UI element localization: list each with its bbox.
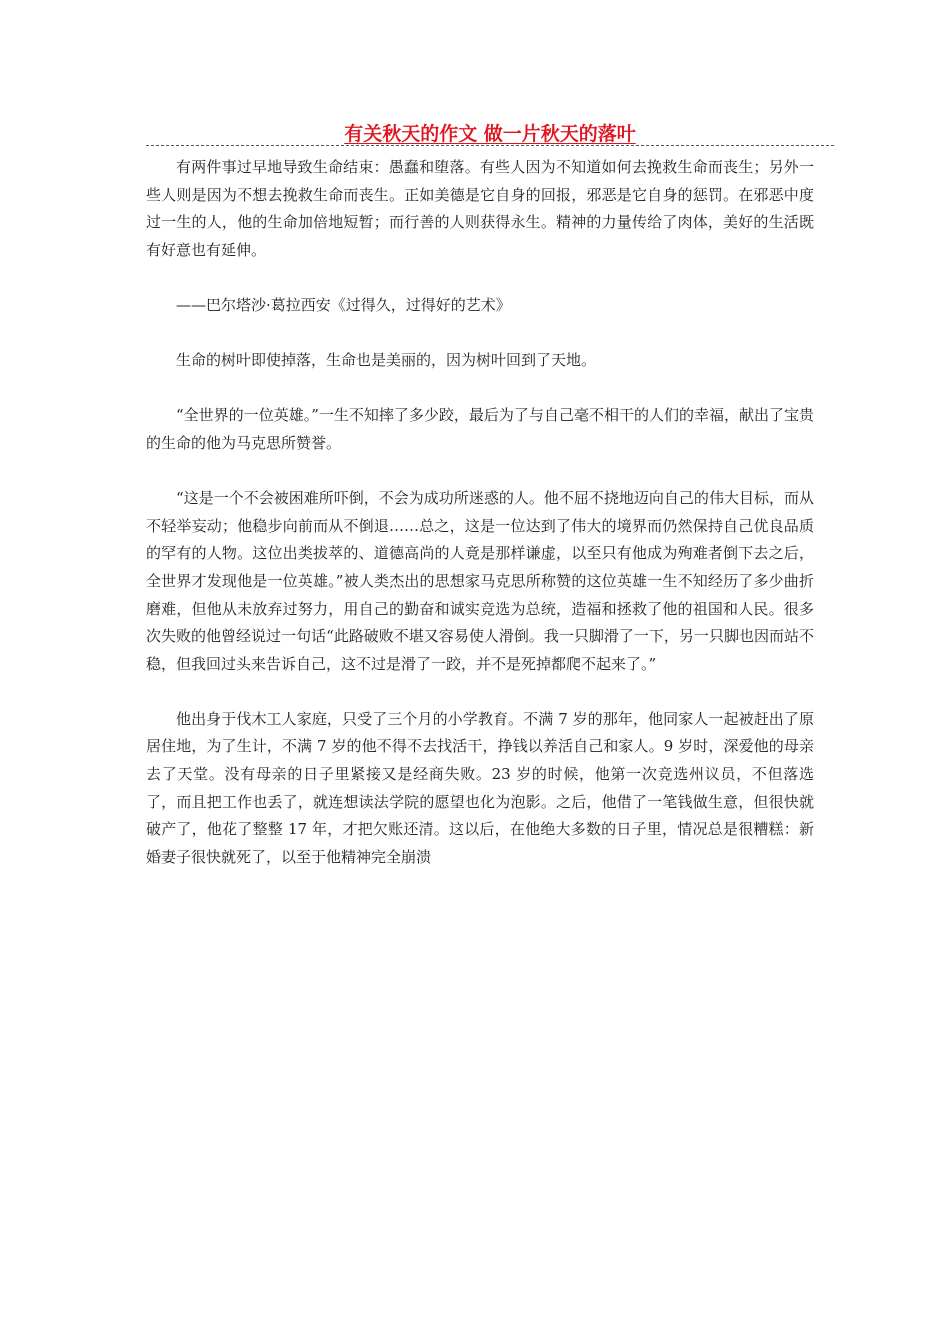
document-title-text: 有关秋天的作文 做一片秋天的落叶 [344,123,636,145]
paragraph-2: 生命的树叶即使掉落，生命也是美丽的，因为树叶回到了天地。 [176,351,597,370]
paragraph-1: 有两件事过早地导致生命结束：愚蠢和堕落。有些人因为不知道如何去挽救生命而丧生；另外一些人则是因为不想去挽救生命而丧生。正如美德是它自身的回报，邪恶是它自身的惩罚。在邪恶中度过一生的人，他的生命加倍地短暂；而行善的人则获得永生。精神的力量传给了肉体，美好的生活既有好意也有延伸。 [146,158,814,259]
title-row [146,121,834,149]
paragraph-5: 他出身于伐木工人家庭，只受了三个月的小学教育。不满 7 岁的那年，他同家人一起被赶出了原居住地，为了生计，不满 7 岁的他不得不去找活干，挣钱以养活自己和家人。9 岁时，深爱他的母亲去了天堂。没有母亲的日子里紧接又是经商失败。23 岁的时候，他第一次竞选州议员，不但落选了，而且把工作也丢了，就连想读法学院的愿望也化为泡影。之后，他借了一笔钱做生意，但很快就破产了，他花了整整 17 年，才把欠账还清。这以后，在他绝大多数的日子里，情况总是很糟糕：新婚妻子很快就死了，以至于他精神完全崩溃 [146,709,814,866]
paragraph-4: “这是一个不会被困难所吓倒，不会为成功所迷惑的人。他不屈不挠地迈向自己的伟大目标，而从不轻举妄动；他稳步向前而从不倒退……总之，这是一位达到了伟大的境界而仍然保持自己优良品质的罕有的人物。这位出类拔萃的、道德高尚的人竟是那样谦虚，以至只有他成为殉难者倒下去之后，全世界才发现他是一位英雄。”被人类杰出的思想家马克思所称赞的这位英雄一生不知经历了多少曲折磨难，但他从未放弃过努力，用自己的勤奋和诚实竞选为总统，造福和拯救了他的祖国和人民。很多次失败的他曾经说过一句话“此路破败不堪又容易使人滑倒。我一只脚滑了一下，另一只脚也因而站不稳，但我回过头来告诉自己，这不过是滑了一跤，并不是死掉都爬不起来了。” [146,489,814,673]
quote-attribution: ——巴尔塔沙·葛拉西安《过得久，过得好的艺术》 [176,295,511,314]
document-body [146,154,814,871]
paragraph-3: “全世界的一位英雄。”一生不知摔了多少跤，最后为了与自己毫不相干的人们的幸福，献出了宝贵的生命的他为马克思所赞誉。 [146,406,814,452]
document-title [146,121,834,147]
